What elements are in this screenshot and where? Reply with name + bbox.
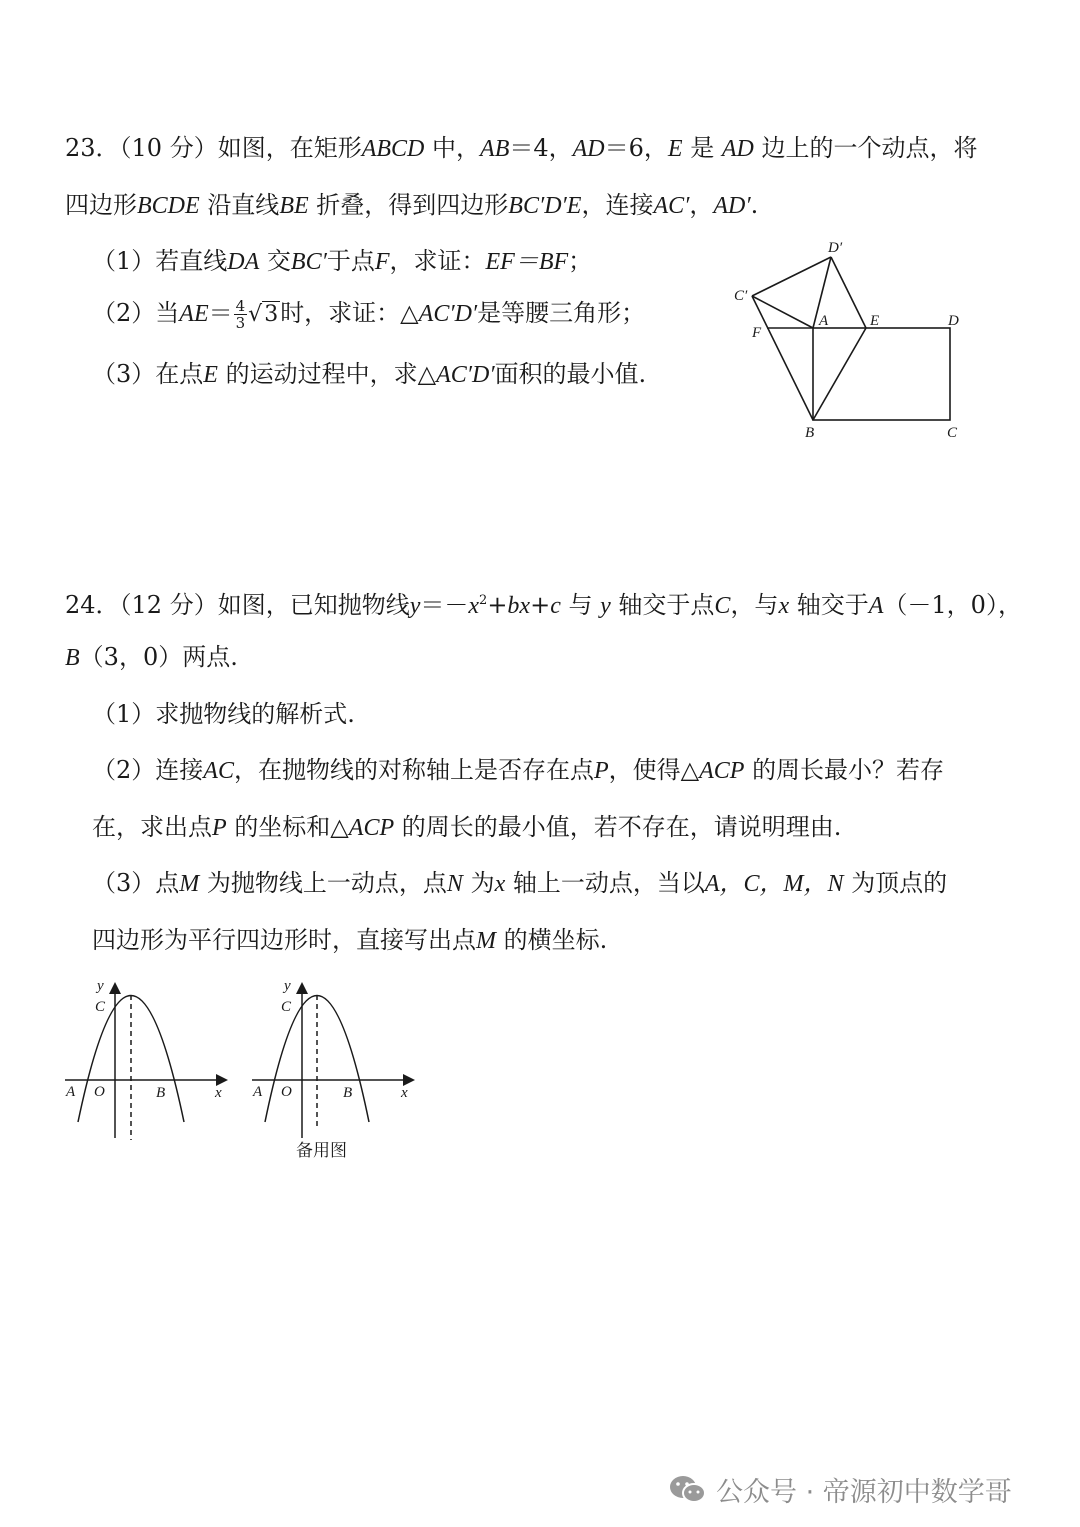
q24-line-1: 24．（12 分）如图，已知抛物线$y=-x^2+bx+c$ 与 y 轴交于点C，与x 轴交于A（－1，0），	[65, 591, 1022, 619]
label-o: O	[281, 1084, 292, 1100]
label-a: A	[819, 313, 829, 329]
segment-c1d1	[752, 257, 831, 296]
q23-figure	[720, 230, 1010, 450]
watermark-text: 公众号 · 帝源初中数学哥	[716, 1477, 1012, 1508]
label-y: y	[97, 978, 104, 994]
square-root: √3	[248, 302, 279, 327]
segment-d1e	[831, 257, 866, 328]
fraction: $\frac{4}{3}$	[235, 297, 246, 332]
q24-part-1: （1）求抛物线的解析式.	[92, 700, 355, 728]
label-d: D	[948, 313, 959, 329]
label-c: C	[281, 999, 292, 1015]
wechat-icon	[668, 1474, 708, 1506]
q24-part-3-line-2: 四边形为平行四边形时，直接写出点M 的横坐标.	[92, 926, 608, 954]
label-o: O	[94, 1084, 105, 1100]
q23-line-2: 四边形BCDE 沿直线BE 折叠，得到四边形BC′D′E，连接AC′，AD′.	[65, 191, 759, 219]
q24-part-2-line-1: （2）连接AC，在抛物线的对称轴上是否存在点P，使得△ACP 的周长最小？若存	[92, 756, 945, 784]
label-b: B	[343, 1085, 353, 1101]
label-c: C	[95, 999, 106, 1015]
rectangle-abcd	[813, 328, 950, 420]
label-c: C	[947, 425, 958, 441]
label-c1: C′	[734, 288, 748, 304]
q23-part-1: （1）若直线DA 交BC′于点F，求证：EF＝BF；	[92, 247, 593, 275]
label-e: E	[870, 313, 880, 329]
segment-be	[813, 328, 866, 420]
label-a: A	[66, 1084, 76, 1100]
q24-part-2-line-2: 在，求出点P 的坐标和△ACP 的周长的最小值，若不存在，请说明理由.	[92, 813, 842, 841]
q24-line-2: B（3，0）两点.	[65, 643, 238, 671]
graph-spare	[252, 985, 412, 1138]
label-b: B	[805, 425, 815, 441]
q23-part-3: （3）在点E 的运动过程中，求△AC′D′面积的最小值.	[92, 360, 647, 388]
q23-part-2: （2）当AE＝ $\frac{4}{3}$ √3时，求证：△AC′D′是等腰三角形；	[92, 297, 646, 332]
label-a: A	[253, 1084, 263, 1100]
graph-main	[65, 985, 225, 1140]
watermark	[668, 1470, 1012, 1509]
segment-ac1	[752, 296, 813, 328]
label-d1: D′	[828, 240, 843, 256]
q24-graphs	[55, 970, 435, 1170]
segment-bc1	[752, 296, 813, 420]
label-x: x	[401, 1085, 408, 1101]
spare-graph-caption: 备用图	[296, 1141, 347, 1161]
label-y: y	[284, 978, 291, 994]
label-x: x	[215, 1085, 222, 1101]
label-b: B	[156, 1085, 166, 1101]
q23-line-1: 23．（10 分）如图，在矩形ABCD 中，AB＝4，AD＝6，E 是 AD 边上的一个动点，将	[65, 134, 978, 162]
label-f: F	[752, 325, 762, 341]
q24-part-3-line-1: （3）点M 为抛物线上一动点，点N 为x 轴上一动点，当以A，C，M，N 为顶点的	[92, 869, 948, 897]
